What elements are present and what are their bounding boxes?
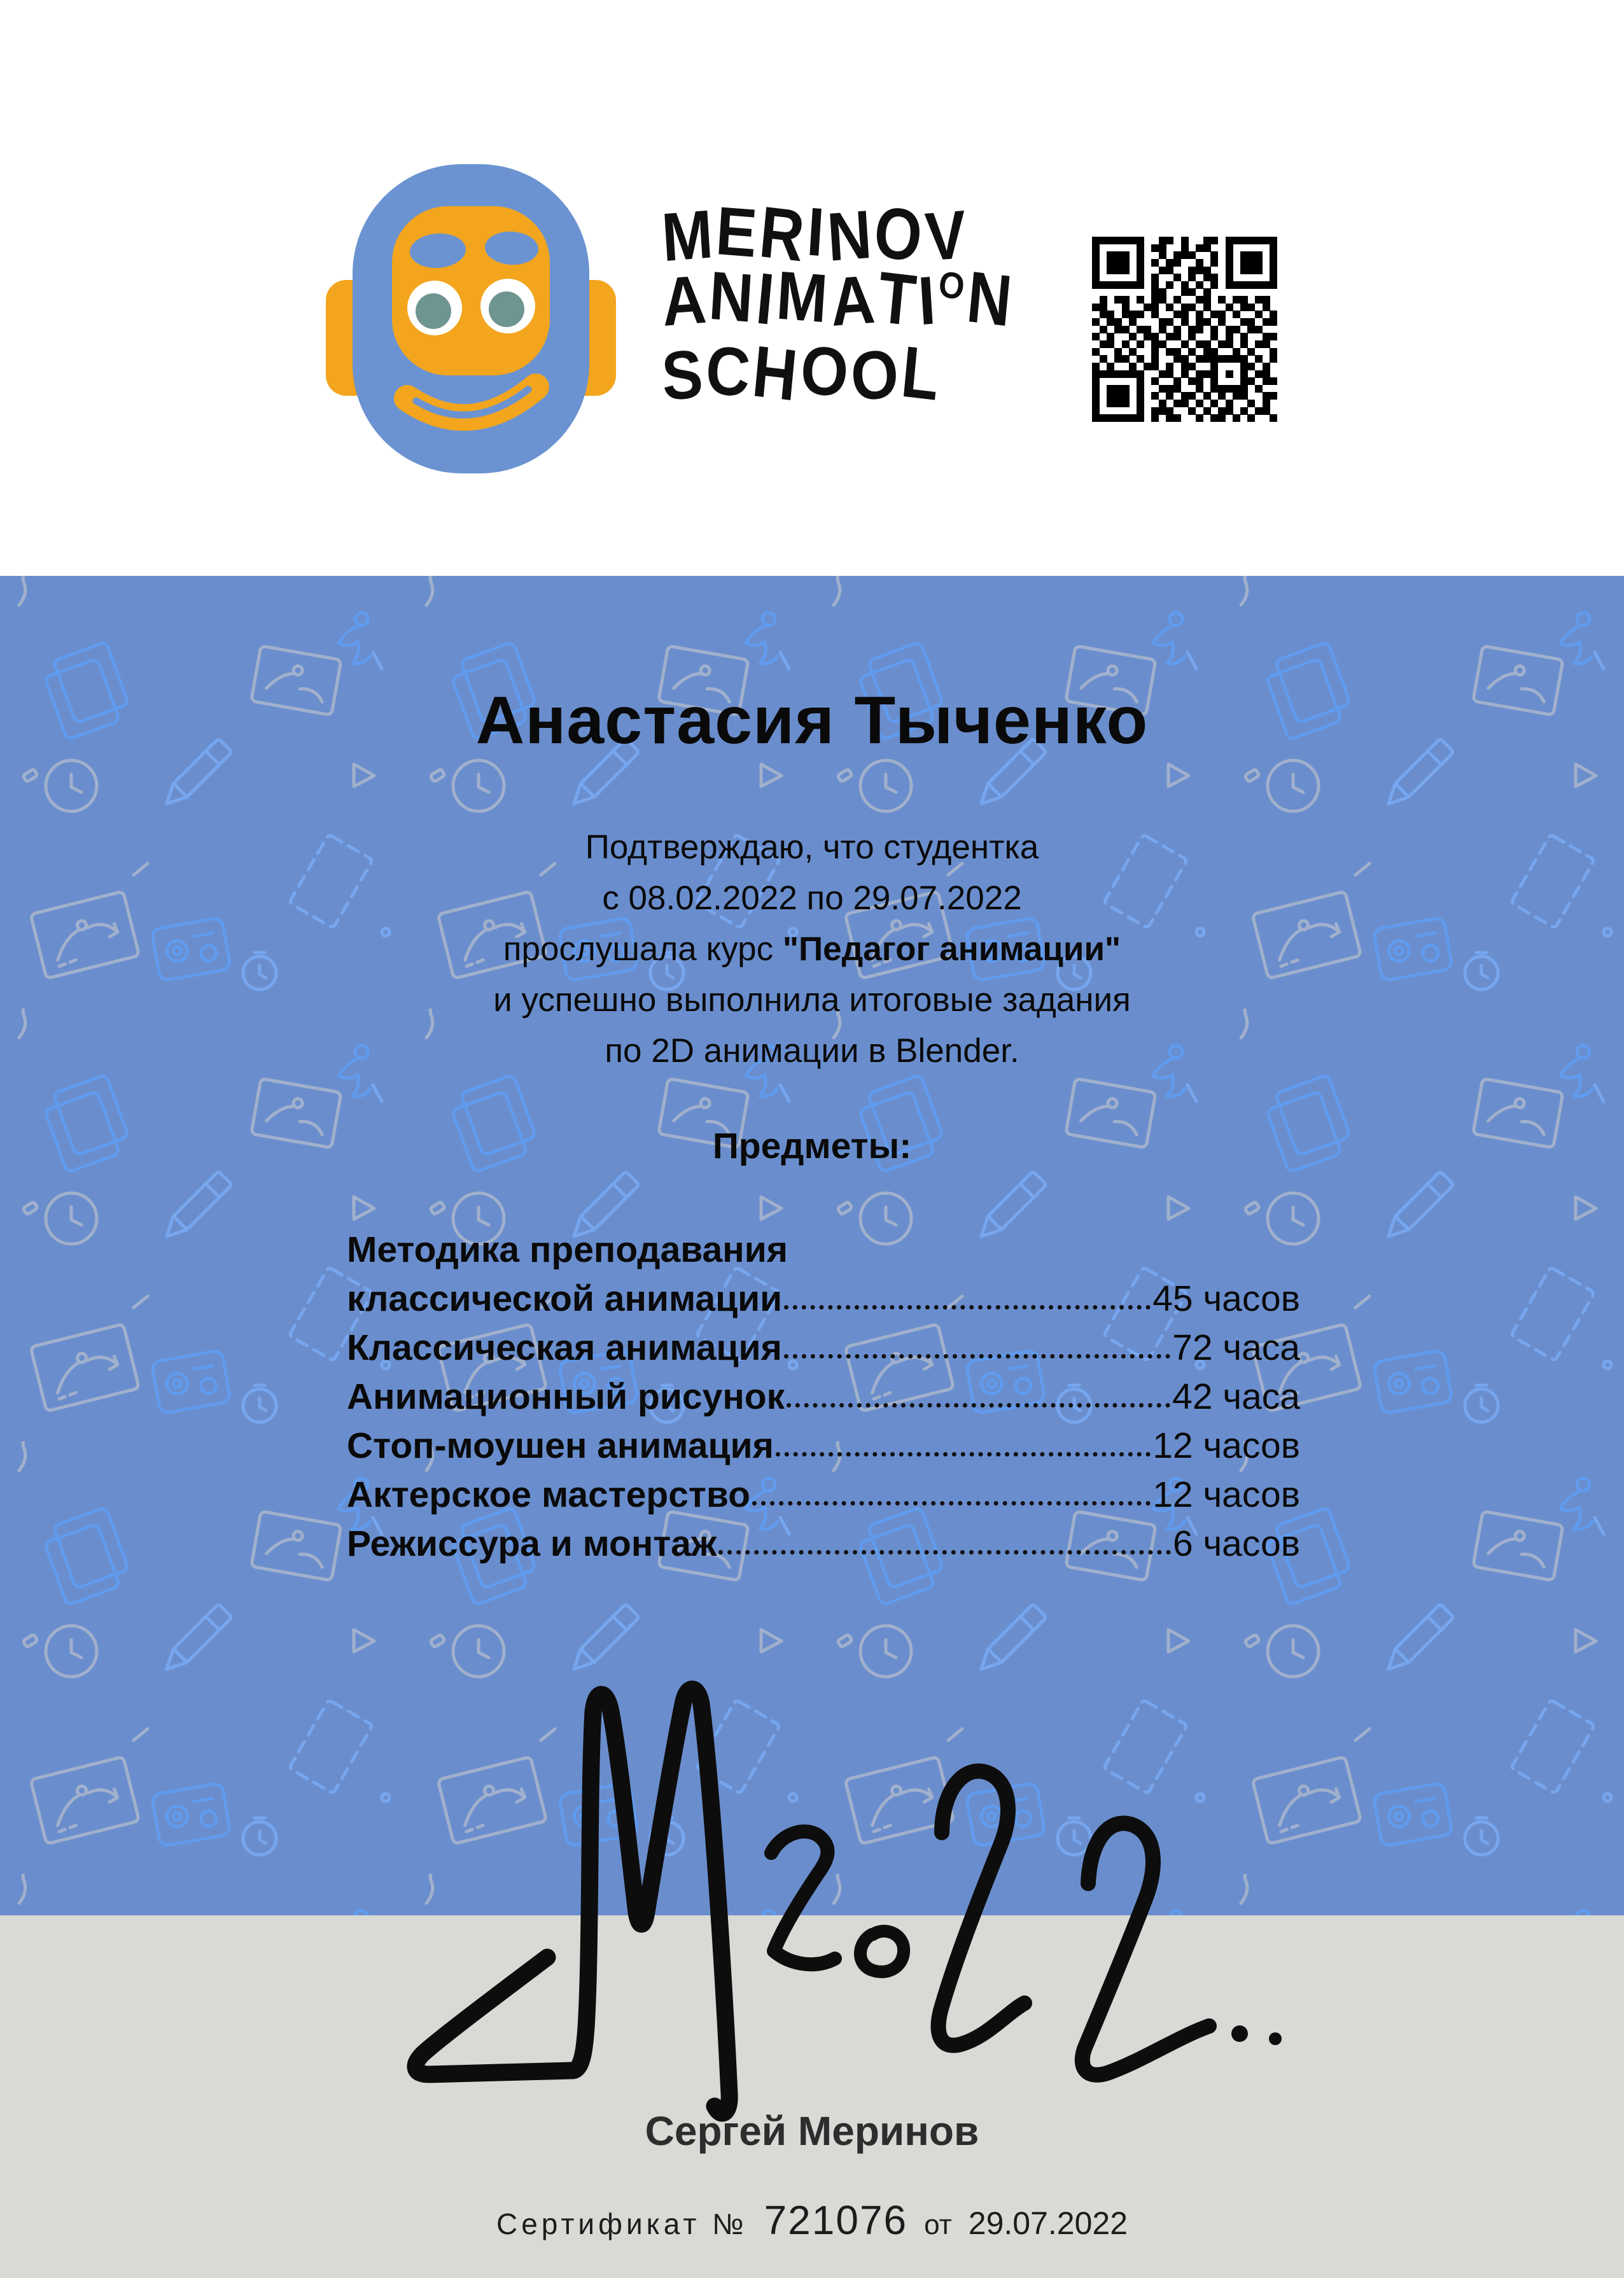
body-line-2: с 08.02.2022 по 29.07.2022 xyxy=(602,879,1022,917)
certificate-number-line xyxy=(0,2197,1624,2244)
subject-row xyxy=(347,1367,1300,1416)
certificate-label: Сертификат № xyxy=(496,2207,748,2240)
subject-hours: 42 часа xyxy=(1172,1376,1300,1417)
dotted-leader xyxy=(718,1550,1171,1555)
subject-row xyxy=(347,1318,1300,1367)
subject-name: Классическая анимация xyxy=(347,1327,782,1368)
subject-name: Методика преподавания xyxy=(347,1229,788,1270)
body-line-4: и успешно выполнила итоговые задания xyxy=(493,981,1131,1019)
dotted-leader xyxy=(776,1452,1151,1457)
student-name-title: Анастасия Тыченко xyxy=(475,683,1149,758)
subject-name: Стоп-моушен анимация xyxy=(347,1425,774,1466)
dotted-leader xyxy=(784,1305,1151,1310)
school-wordmark xyxy=(659,191,1056,417)
body-line-3: прослушала курс "Педагог анимации" xyxy=(503,930,1121,968)
director-signature xyxy=(382,1629,1336,2176)
dotted-leader xyxy=(784,1354,1170,1359)
dotted-leader xyxy=(787,1403,1170,1408)
subjects-heading: Предметы: xyxy=(712,1126,912,1166)
subject-hours: 45 часов xyxy=(1152,1278,1300,1319)
body-line-5: по 2D анимации в Blender. xyxy=(605,1032,1019,1070)
subject-row xyxy=(347,1465,1300,1514)
subject-hours: 72 часа xyxy=(1172,1327,1300,1368)
subject-name: классической анимации xyxy=(347,1278,783,1319)
wordmark-line-2: ANIMATION xyxy=(659,256,1019,343)
subject-hours: 12 часов xyxy=(1152,1474,1300,1515)
subject-name: Актерское мастерство xyxy=(347,1474,750,1515)
certificate-date: 29.07.2022 xyxy=(968,2205,1128,2241)
certificate-number: 721076 xyxy=(764,2197,908,2243)
subject-row xyxy=(347,1514,1300,1563)
wordmark-line-3: SCHOOL xyxy=(659,331,946,417)
certificate-from-label: от xyxy=(924,2209,952,2240)
dotted-leader xyxy=(752,1501,1151,1506)
subject-hours: 6 часов xyxy=(1172,1523,1300,1564)
qr-code xyxy=(1092,237,1277,422)
subject-name: Режиссура и монтаж xyxy=(347,1523,717,1564)
school-robot-logo-icon xyxy=(326,164,616,473)
subject-hours: 12 часов xyxy=(1152,1425,1300,1466)
subjects-list xyxy=(347,1220,1300,1563)
subject-row xyxy=(347,1269,1300,1318)
subject-row xyxy=(347,1416,1300,1465)
wordmark-line-1: MERINOV xyxy=(659,191,972,278)
body-line-1: Подтверждаю, что студентка xyxy=(585,828,1039,866)
subject-name: Анимационный рисунок xyxy=(347,1376,785,1417)
signer-name: Сергей Меринов xyxy=(645,2108,979,2154)
certificate-body-text xyxy=(0,822,1624,1077)
subject-row xyxy=(347,1220,1300,1269)
